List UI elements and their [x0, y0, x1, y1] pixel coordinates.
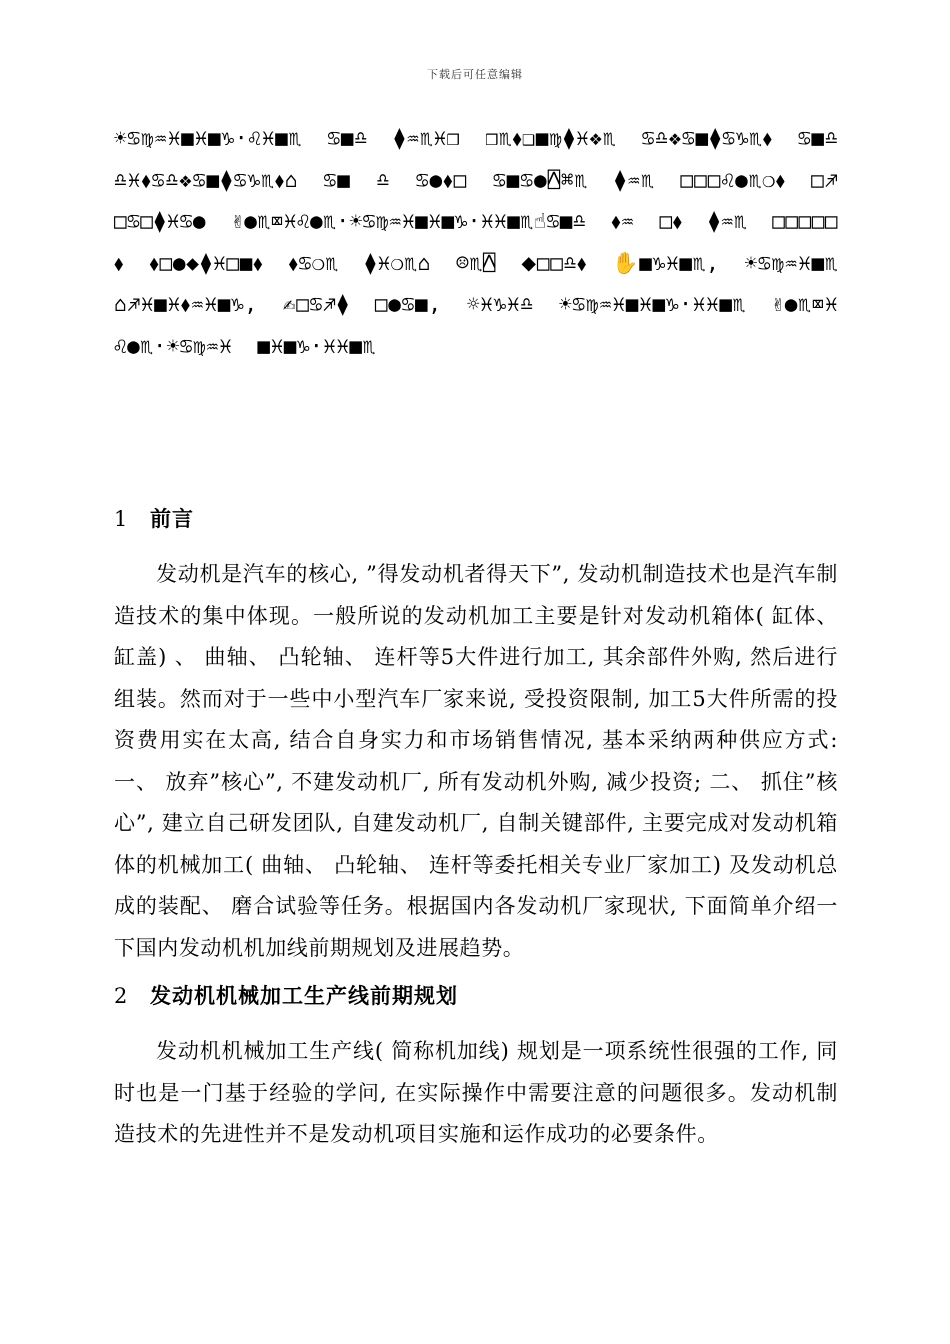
document-body: [114, 118, 838, 1156]
section-heading-1: [114, 504, 838, 534]
section-heading-2: [114, 981, 838, 1011]
section-number: 1: [114, 507, 129, 531]
download-note: 下载后可任意编辑: [427, 68, 523, 81]
section-title: 前言: [150, 506, 194, 531]
section-title: 发动机机械加工生产线前期规划: [150, 983, 458, 1008]
section-number: 2: [114, 984, 129, 1008]
abstract-symbol-text: ☀♋♍♒♓■♓■♑⋅♌♓■♏ ♋■♎ ⧫♒♏♓❒ ❒♏⬧❑■♍⧫♓❖♏ ♋♎❖♋■⧫♋♑♏⬧ ♋■♎ ♎♓⬧♋♎❖♋■⧫♋♑♏⬧⌂ ♋■ ♎ ♋●⬧□ ♋■♋●⍓⌘♏ ⧫♒♏ □□□♌●♏❍⬧ □♐ □♋□⧫♓♋● ✌●♏⌧♓♌●♏⋅☀♋♍♒♓■♓■♑⋅♓♓■♏☝♋■♎ ⬧♒ □⬧ ⧫♒♏ □□□□□⬧ ⬧□●◆⧫♓□■⬧ ⬧♋❍♏ ⧫♓❍♏⌂ ☹♏⍓ ⬥□□♎⬧ ✋■♑♓■♏, ☀♋♍♒♓■♏⌂♐♓■♓⬧♒♓■♑, ✍□♋♐⧫ □●♋■, ☼♓♑♓♎ ☀♋♍♒♓■♓■♑⋅♓♓■♏ ✌●♏⌧♓♌●♏⋅☀♋♍♒♓ ■♓■♑⋅♓♓■♏: [114, 126, 838, 358]
paragraph: 发动机是汽车的核心, ”得发动机者得天下”, 发动机制造技术也是汽车制造技术的集中体现。一般所说的发动机加工主要是针对发动机箱体( 缸体、 缸盖) 、 曲轴、 凸轮轴、 连杆等5大件进行加工, 其余部件外购, 然后进行组装。然而对于一些中小型汽车厂家来说, 受投资限制, 加工5大件所需的投资费用实在太高, 结合自身实力和市场销售情况, 基本采纳两种供应方式: 一、 放弃”核心”, 不建发动机厂, 所有发动机外购, 减少投资; 二、 抓住”核心”, 建立自己研发团队, 自建发动机厂, 自制关键部件, 主要完成对发动机箱体的机械加工( 曲轴、 凸轮轴、 连杆等委托相关专业厂家加工) 及发动机总成的装配、 磨合试验等任务。根据国内各发动机厂家现状, 下面简单介绍一下国内发动机机加线前期规划及进展趋势。: [114, 562, 838, 960]
paragraph: 发动机机械加工生产线( 简称机加线) 规划是一项系统性很强的工作, 同时也是一门基于经验的学问, 在实际操作中需要注意的问题很多。发动机制造技术的先进性并不是发动机项目实施和运作成功的必要条件。: [114, 1039, 838, 1146]
